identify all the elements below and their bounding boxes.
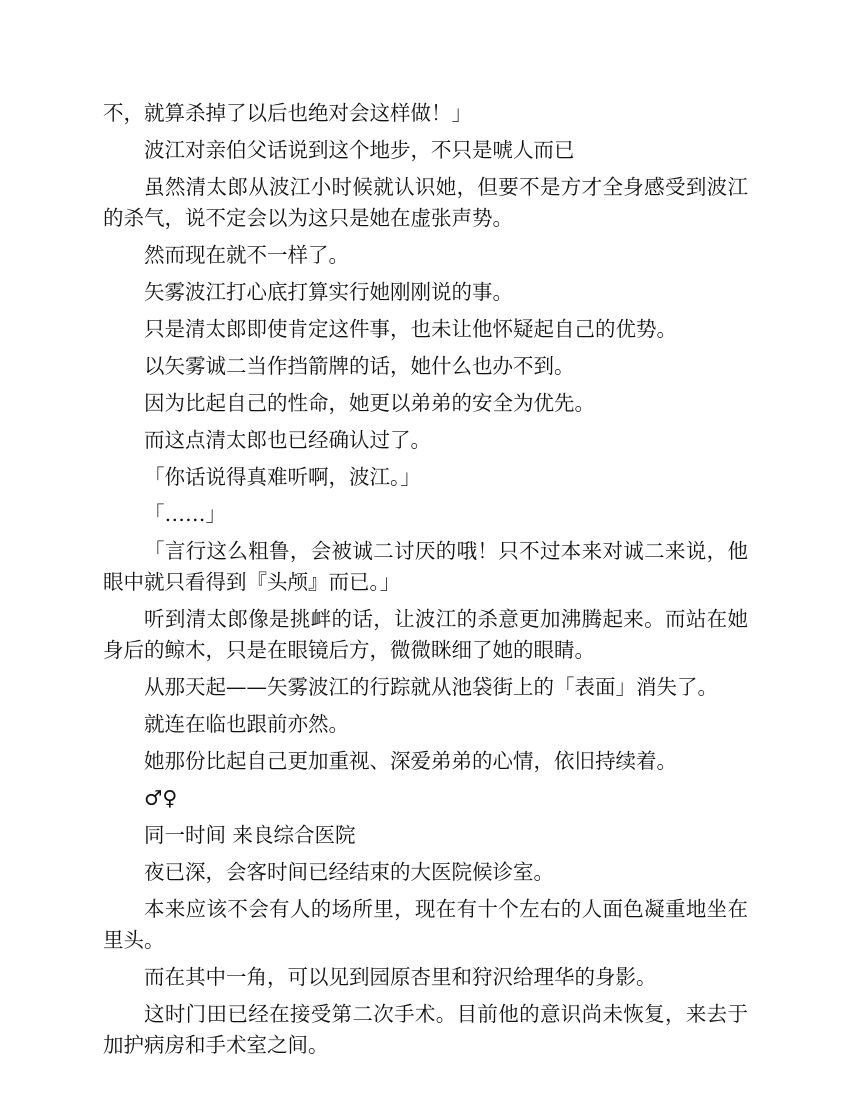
paragraph: 这时门田已经在接受第二次手术。目前他的意识尚未恢复，来去于加护病房和手术室之间。: [103, 1002, 748, 1057]
paragraph: 听到清太郎像是挑衅的话，让波江的杀意更加沸腾起来。而站在她身后的鲸木，只是在眼镜后方，微微眯细了她的眼睛。: [103, 607, 748, 662]
paragraph: 而在其中一角，可以见到园原杏里和狩沢给理华的身影。: [144, 965, 657, 989]
paragraph: 夜已深，会客时间已经结束的大医院候诊室。: [144, 860, 554, 884]
paragraph: 她那份比起自己更加重视、深爱弟弟的心情，依旧持续着。: [144, 749, 677, 773]
paragraph: 「……」: [144, 502, 226, 526]
paragraph: 本来应该不会有人的场所里，现在有十个左右的人面色凝重地坐在里头。: [103, 897, 748, 952]
document-page: [103, 98, 748, 1067]
paragraph: 同一时间 来良综合医院: [144, 823, 356, 847]
paragraph: 而这点清太郎也已经确认过了。: [144, 428, 431, 452]
paragraph: 就连在临也跟前亦然。: [144, 712, 349, 736]
paragraph: 以矢雾诚二当作挡箭牌的话，她什么也办不到。: [144, 354, 575, 378]
paragraph: ♂♀: [144, 786, 178, 810]
paragraph: 只是清太郎即使肯定这件事，也未让他怀疑起自己的优势。: [144, 317, 677, 341]
paragraph: 从那天起——矢雾波江的行踪就从池袋街上的「表面」消失了。: [144, 675, 718, 699]
paragraph: 矢雾波江打心底打算实行她刚刚说的事。: [144, 280, 513, 304]
paragraph: 不，就算杀掉了以后也绝对会这样做！」: [103, 101, 472, 125]
paragraph: 「你话说得真难听啊，波江。」: [144, 465, 421, 489]
paragraph: 「言行这么粗鲁，会被诚二讨厌的哦！只不过本来对诚二来说，他眼中就只看得到『头颅』而已。」: [103, 539, 748, 594]
paragraph: 因为比起自己的性命，她更以弟弟的安全为优先。: [144, 391, 595, 415]
paragraph: 然而现在就不一样了。: [144, 243, 349, 267]
paragraph: 波江对亲伯父话说到这个地步，不只是唬人而已: [144, 138, 575, 162]
paragraph: 虽然清太郎从波江小时候就认识她，但要不是方才全身感受到波江的杀气，说不定会以为这只是她在虚张声势。: [103, 175, 748, 230]
